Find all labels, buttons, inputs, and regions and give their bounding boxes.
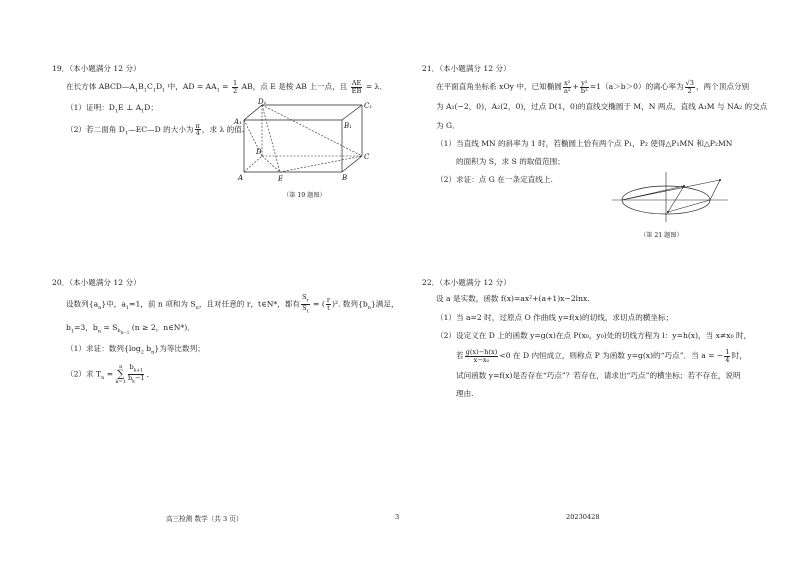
- question-21-line-1: 在平面直角坐标系 xOy 中，已知椭圆 $\frac{\text{x²}}{\text{a²}}$ + $\frac{\text{y²}}{\text{b²}}$ =1（a＞b＞0）的离心率为 $\frac{√3}{2}$ ，两个顶点分别: [436, 79, 750, 95]
- fraction-one-quarter: $\frac{1}{4}$: [725, 348, 730, 364]
- question-22-line-3: 若 $\frac{g(x)-h(x)}{\text{x−x₀}}$ <0 在 D 内恒成立，则称点 P 为函数 y=g(x)的“巧点”．当 a = − $\frac{1}{4}$ 时，: [456, 348, 747, 364]
- question-20: [52, 278, 399, 393]
- question-21-header: 21．（本小题满分 12 分）: [422, 64, 511, 73]
- label-C1: C₁: [364, 102, 373, 110]
- label-D: D: [256, 148, 262, 156]
- fraction-bk: $\frac{b_{k+1}}{b_k-1}$: [127, 363, 145, 385]
- fraction-sr-st: $\frac{S_r}{S_t}$: [301, 293, 309, 315]
- question-20-header: 20．（本小题满分 12 分）: [52, 278, 141, 287]
- fraction-sqrt3-2: $\frac{√3}{2}$: [685, 79, 694, 95]
- fraction-y2-b2: $\frac{\text{y²}}{\text{b²}}$: [580, 79, 588, 95]
- label-A1: A₁: [234, 118, 242, 126]
- question-22-header: 22．（本小题满分 12 分）: [422, 278, 511, 287]
- label-B: B: [342, 174, 348, 182]
- fraction-half: $\frac{1}{2}$: [232, 79, 238, 95]
- question-20-line-1: 设数列$\{a_n\}$中，$a_1=1$，前 n 项和为 $S_n$，且对任意的 r，t∈N*，都有 $\frac{S_r}{S_t}$ = ( $\frac{r}{t}$ )². 数列$\{b_n\}$满足，: [66, 293, 399, 315]
- fraction-x2-a2: $\frac{\text{x²}}{\text{a²}}$: [563, 79, 571, 95]
- fraction-r-t: $\frac{r}{t}$: [326, 296, 330, 313]
- summation: n ∑ k=1: [115, 363, 126, 385]
- question-21-line-3: 为 G．: [436, 120, 460, 130]
- question-21-line-2: 为 A₁(−2，0)，A₂(2，0)，过点 D(1，0)的直线交椭圆于 M，N 两点，直线 A₁M 与 NA₂ 的交点: [436, 102, 768, 112]
- question-22-line-5: 理由.: [456, 389, 474, 399]
- question-22-line-4: 试问函数 y=f(x)是否存在“巧点”？若存在，请求出“巧点”的横坐标；若不存在，说明: [456, 371, 741, 381]
- question-22: [422, 278, 767, 408]
- question-21-part-2: （2）求证：点 G 在一条定直线上.: [436, 175, 553, 185]
- fraction-pi-over-4: $\frac{\pi}{4}$: [195, 121, 200, 138]
- question-19-part-2: （2）若二面角 $D_1—EC—D$ 的大小为 $\frac{\pi}{4}$ ，求 λ 的值.: [66, 121, 245, 138]
- label-A: A: [238, 174, 244, 182]
- footer-page-number: 3: [395, 513, 400, 521]
- ellipse-figure: [610, 168, 730, 224]
- footer-code: 20230428: [566, 513, 600, 521]
- question-20-line-2: $b_1=3$，$b_n = S_{b_{n-1}}$ (n ≥ 2，n∈N*)．: [66, 322, 195, 336]
- fraction-g-minus-h: $\frac{g(x)-h(x)}{\text{x−x₀}}$: [465, 348, 498, 364]
- figure-21-caption: （第 21 题图）: [640, 232, 683, 239]
- cuboid-figure: [232, 98, 380, 186]
- question-19-part-1: （1）证明：$D_1E$ ⊥ $A_1D$；: [66, 102, 158, 115]
- question-22-line-1: 设 a 是实数，函数 f(x)=ax²+(a+1)x−2lnx.: [436, 294, 590, 304]
- question-20-part-2: （2）求 $T_n$ = n ∑ k=1 $\frac{b_{k+1}}{b_k-1}$ ．: [66, 363, 155, 385]
- question-22-part-2: （2）设定义在 D 上的函数 y=g(x)在点 P(x₀，y₀)处的切线方程为 l：y=h(x)，当 x≠x₀ 时，: [436, 330, 752, 340]
- footer-left: 高三检测 数学（共 3 页）: [166, 515, 243, 523]
- figure-19-caption: （第 19 题图）: [283, 192, 326, 199]
- label-E: E: [278, 175, 284, 183]
- question-22-part-1: （1）当 a=2 时，过原点 O 作曲线 y=f(x)的切线，求切点的横坐标；: [436, 312, 674, 322]
- label-D1: D₁: [258, 98, 267, 106]
- question-21-part-1: （1）当直线 MN 的斜率为 1 时，若椭圆上恰有两个点 P₁，P₂ 使得△P₁MN 和△P₂MN: [436, 138, 733, 148]
- label-C: C: [364, 153, 370, 161]
- question-19-header: 19．（本小题满分 12 分）: [52, 64, 141, 73]
- question-20-part-1: （1）求证：数列{$\log_2$ $b_n$}为等比数列；: [66, 344, 205, 356]
- question-19-stem: 在长方体 $ABCD—A_1B_1C_1D_1$ 中，AD = $AA_1$ = $\frac{1}{2}$ AB，点 E 是棱 AB 上一点，且 $\frac{AE}{EB}$ = λ．: [66, 79, 387, 95]
- fraction-ae-eb: $\frac{AE}{EB}$: [351, 79, 362, 95]
- question-21-part-1b: 的面积为 S，求 S 的取值范围；: [456, 157, 565, 167]
- label-B1: B₁: [344, 122, 352, 130]
